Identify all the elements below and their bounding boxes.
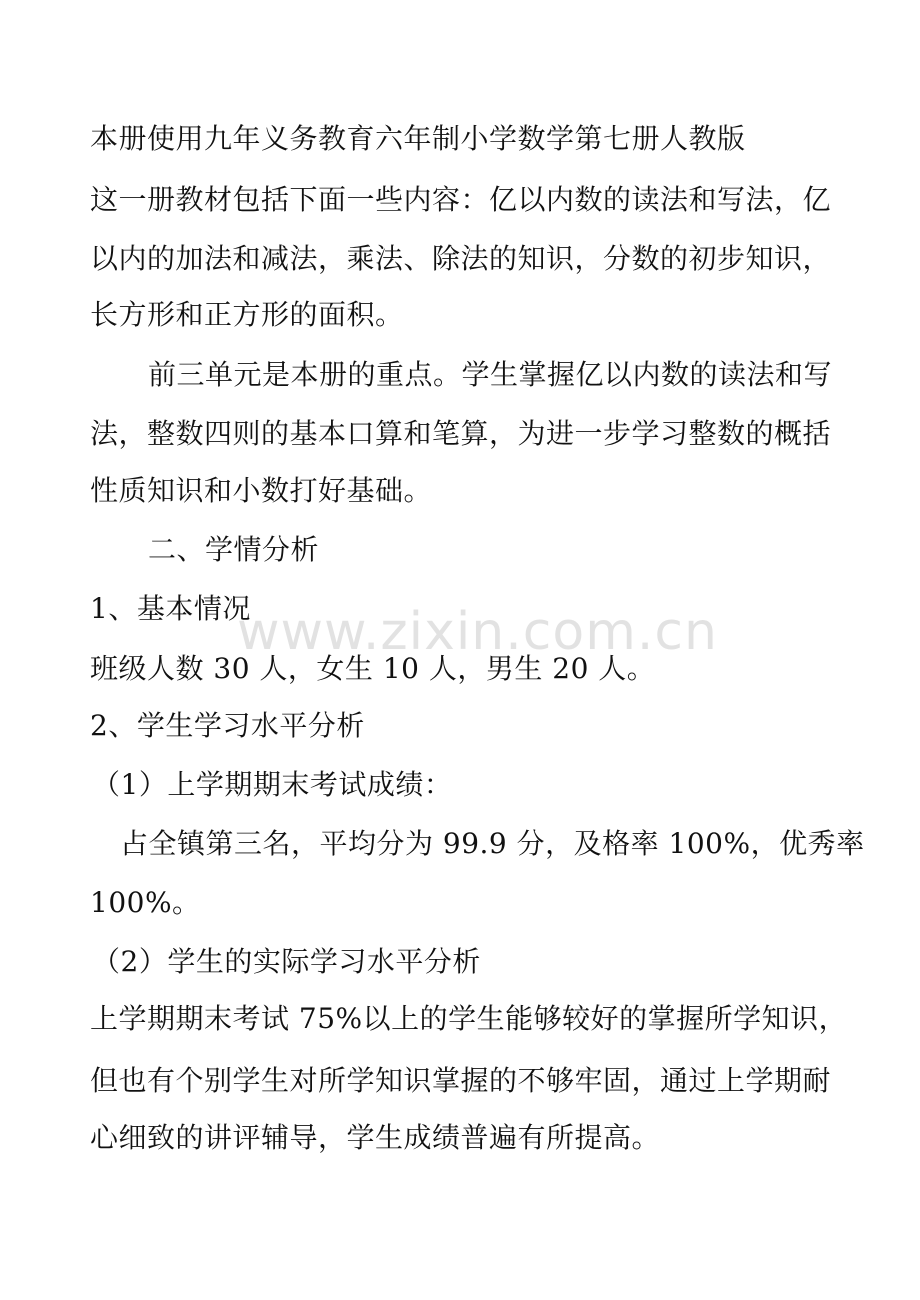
subsection-heading-2: 2、学生学习水平分析 [90, 709, 365, 742]
text-line-7: 性质知识和小数打好基础。 [90, 474, 433, 507]
text-line-2: 这一册教材包括下面一些内容：亿以内数的读法和写法，亿 [90, 183, 832, 216]
text-line-1: 本册使用九年义务教育六年制小学数学第七册人教版 [90, 122, 746, 155]
item-heading-2: （2）学生的实际学习水平分析 [92, 945, 481, 978]
watermark: www.zixin.com.cn [237, 602, 718, 662]
text-line-16: 上学期期末考试 75%以上的学生能够较好的掌握所学知识， [90, 1002, 848, 1035]
class-size-line: 班级人数 30 人，女生 10 人，男生 20 人。 [90, 652, 656, 685]
text-line-17: 但也有个别学生对所学知识掌握的不够牢固，通过上学期耐 [90, 1064, 832, 1097]
text-line-4: 长方形和正方形的面积。 [90, 298, 404, 331]
subsection-heading-1: 1、基本情况 [90, 592, 251, 625]
section-heading: 二、学情分析 [148, 533, 320, 566]
score-line-continued: 100%。 [90, 886, 201, 919]
paragraph-indented-start: 前三单元是本册的重点。学生掌握亿以内数的读法和写 [148, 358, 833, 391]
text-line-6: 法，整数四则的基本口算和笔算，为进一步学习整数的概括 [90, 417, 832, 450]
item-heading-1: （1）上学期期末考试成绩： [92, 768, 453, 801]
text-line-3: 以内的加法和减法，乘法、除法的知识，分数的初步知识， [90, 242, 832, 275]
text-line-18: 心细致的讲评辅导，学生成绩普遍有所提高。 [90, 1121, 661, 1154]
score-line: 占全镇第三名，平均分为 99.9 分，及格率 100%，优秀率 [120, 827, 865, 860]
